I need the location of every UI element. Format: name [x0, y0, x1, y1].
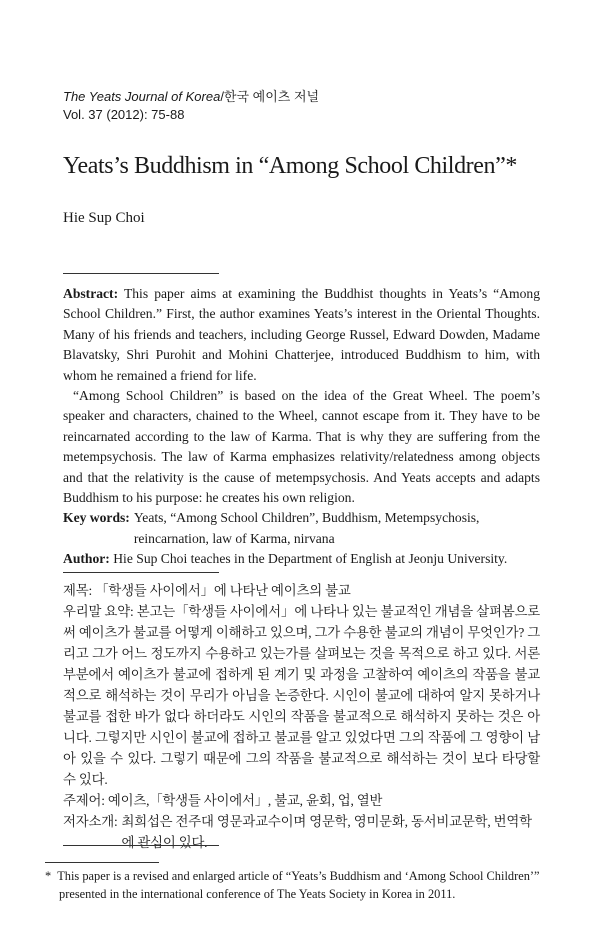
korean-author-bio — [63, 811, 540, 853]
abstract-block — [63, 284, 540, 570]
korean-bio-label: 저자소개: — [63, 814, 118, 829]
korean-keywords-text: 예이츠,「학생들 사이에서」, 불교, 윤회, 업, 열반 — [104, 793, 383, 808]
volume-info: Vol. 37 (2012): 75-88 — [63, 107, 185, 122]
korean-summary-label: 우리말 요약: — [63, 604, 134, 619]
footnote — [45, 867, 545, 903]
abstract-top-rule — [63, 273, 219, 274]
abstract-paragraph-2: “Among School Children” is based on the idea of the Great Wheel. The poem’s speaker and characters, chained to the Wheel, cannot escape from it. They have to be reincarnated according to the law of Karma. That is why they are suffering from the metempsychosis. The law of Karma emphasizes relativity/relatedness among objects and that the relativity is the cause of metempsychosis. And Yeats accepts and adapts Buddhism to his purpose: he creates his own religion. — [63, 388, 540, 506]
journal-name-korean: /한국 예이츠 저널 — [220, 89, 320, 104]
korean-title-label: 제목: — [63, 583, 92, 598]
keywords-label: Key words: — [63, 510, 130, 526]
korean-keywords-label: 주제어: — [63, 793, 105, 808]
author-bio — [63, 549, 540, 569]
keywords-row — [63, 508, 540, 549]
paper-title: Yeats’s Buddhism in “Among School Children”* — [63, 153, 517, 179]
korean-bio-text: 최희섭은 전주대 영문과교수이며 영문학, 영미문화, 동서비교문학, 번역학에 관심이 있다. — [121, 814, 532, 850]
korean-bottom-rule — [63, 845, 219, 846]
keywords-text: Yeats, “Among School Children”, Buddhism, Metempsychosis, reincarnation, law of Karma, nirvana — [133, 510, 480, 546]
footnote-marker: * — [45, 869, 52, 883]
korean-summary-text: 본고는「학생들 사이에서」에 나타나 있는 불교적인 개념을 살펴봄으로써 예이츠가 불교를 어떻게 이해하고 있으며, 그가 수용한 불교의 개념이 무엇인가? 그리고 그가 어느 정도까지 수용하고 있는가를 살펴보는 것을 목적으로 하고 있다. 서론부분에서 예이츠가 불교에 접하게 된 계기 및 과정을 고찰하여 예이츠의 작품을 불교적으로 해석하는 것이 무리가 아님을 논증한다. 시인이 불교에 대하여 알지 못하거나 불교를 접한 바가 없다 하더라도 시인의 작품을 불교적으로 해석하지 못하는 것은 아니다. 그렇지만 시인이 불교에 접하고 불교를 알고 있었다면 그의 작품에 그 영향이 남아 있을 수 있다. 그렇기 때문에 그의 작품을 불교적으로 해석하는 것이 보다 타당할 수 있다. — [63, 604, 540, 787]
korean-title-line — [63, 580, 540, 601]
korean-keywords — [63, 790, 540, 811]
korean-top-rule — [63, 572, 219, 573]
journal-header — [63, 88, 319, 124]
author-bio-label: Author: — [63, 551, 110, 567]
journal-name: The Yeats Journal of Korea — [63, 89, 221, 104]
author-name: Hie Sup Choi — [63, 210, 145, 226]
author-bio-text: Hie Sup Choi teaches in the Department of English at Jeonju University. — [109, 551, 508, 567]
footnote-line-1 — [45, 867, 545, 885]
korean-abstract-block — [63, 580, 540, 853]
footnote-text-1: This paper is a revised and enlarged article of “Yeats’s Buddhism and ‘Among School Children’” — [57, 869, 540, 883]
korean-title-text: 「학생들 사이에서」에 나타난 예이츠의 불교 — [92, 583, 351, 598]
abstract-text-1: This paper aims at examining the Buddhist thoughts in Yeats’s “Among School Children.” First, the author examines Yeats’s interest in the Oriental Thoughts. Many of his friends and teachers, including George Russel, Edward Dowden, Madame Blavatsky, Shri Purohit and Mohini Chatterjee, introduced Buddhism to him, with whom he remained a friend for life. — [63, 286, 540, 383]
korean-summary — [63, 601, 540, 790]
footnote-line-2: presented in the international conference of The Yeats Society in Korea in 2011. — [59, 887, 456, 901]
abstract-paragraph-1 — [63, 284, 540, 386]
abstract-label: Abstract: — [63, 286, 119, 301]
footnote-rule — [45, 862, 159, 863]
journal-title-line — [63, 88, 319, 106]
